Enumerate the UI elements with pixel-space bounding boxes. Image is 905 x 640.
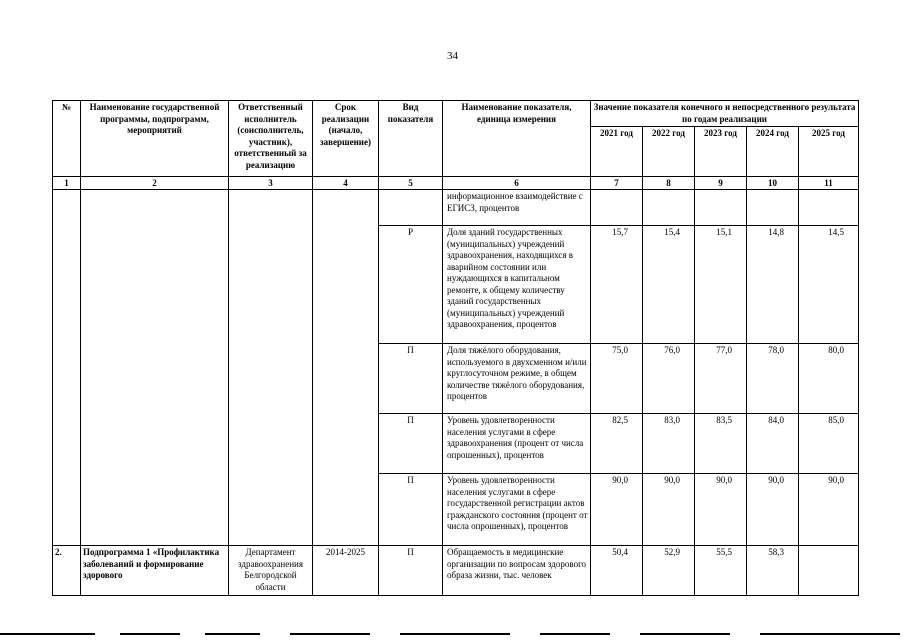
header-name: Наименование государственной программы, подпрограмм, мероприятий: [81, 101, 229, 177]
column-number: 9: [695, 177, 747, 190]
cell-value: 75,0: [591, 344, 643, 414]
header-no: №: [53, 101, 81, 177]
cell-value: 52,9: [643, 546, 695, 596]
cell-value: 14,5: [799, 226, 859, 344]
page-number: 34: [447, 50, 458, 62]
cell-value: 83,5: [695, 414, 747, 474]
table-row: [53, 190, 859, 226]
cell-type: П: [379, 546, 443, 596]
cell-value: [643, 190, 695, 226]
header-year: 2023 год: [695, 127, 747, 177]
cell-value: 90,0: [695, 474, 747, 546]
header-year: 2021 год: [591, 127, 643, 177]
cell-value: [747, 190, 799, 226]
cell-value: 58,3: [747, 546, 799, 596]
cell-value: [799, 190, 859, 226]
scan-line: [540, 633, 610, 635]
header-term: Срок реализации (начало, завершение): [313, 101, 379, 177]
cell-executor: [229, 190, 313, 546]
cell-type: П: [379, 344, 443, 414]
cell-no: [53, 190, 81, 546]
program-indicators-table: [52, 100, 859, 596]
header-year: 2024 год: [747, 127, 799, 177]
cell-type: П: [379, 414, 443, 474]
scan-line: [400, 633, 510, 635]
cell-value: 83,0: [643, 414, 695, 474]
column-number: 2: [81, 177, 229, 190]
cell-indicator: Обращаемость в медицинские организации по вопросам здорового образа жизни, тыс. человек: [443, 546, 591, 596]
scan-artifact-lines: [0, 633, 905, 636]
header-values-group: Значение показателя конечного и непосредственного результата по годам реализации: [591, 101, 859, 127]
scan-line: [205, 633, 260, 635]
cell-value: 15,4: [643, 226, 695, 344]
column-number: 4: [313, 177, 379, 190]
column-number: 6: [443, 177, 591, 190]
column-number: 11: [799, 177, 859, 190]
cell-value: 15,1: [695, 226, 747, 344]
cell-indicator: Доля зданий государственных (муниципальных) учреждений здравоохранения, находящихся в аварийном состоянии или нуждающихся в капитальном ремонте, к общему количеству зданий государственных (муниципальных) учреждений здравоохранения, процентов: [443, 226, 591, 344]
cell-name: Подпрограмма 1 «Профилактика заболеваний и формирование здорового: [81, 546, 229, 596]
scan-line: [760, 633, 900, 635]
column-number: 8: [643, 177, 695, 190]
cell-value: 90,0: [747, 474, 799, 546]
scan-line: [290, 633, 370, 635]
cell-value: 55,5: [695, 546, 747, 596]
header-executor: Ответственный исполнитель (соисполнитель, участник), ответственный за реализацию: [229, 101, 313, 177]
table-row: [53, 546, 859, 596]
cell-value: 15,7: [591, 226, 643, 344]
cell-value: 80,0: [799, 344, 859, 414]
cell-term: [313, 190, 379, 546]
cell-value: [799, 546, 859, 596]
cell-indicator: информационное взаимодействие с ЕГИСЗ, процентов: [443, 190, 591, 226]
column-number: 3: [229, 177, 313, 190]
scan-line: [0, 633, 95, 635]
cell-value: 90,0: [643, 474, 695, 546]
cell-value: 78,0: [747, 344, 799, 414]
column-number: 5: [379, 177, 443, 190]
cell-value: 90,0: [591, 474, 643, 546]
cell-indicator: Уровень удовлетворенности населения услугами в сфере государственной регистрации актов гражданского состояния (процент от числа опрошенных), процентов: [443, 474, 591, 546]
cell-value: 50,4: [591, 546, 643, 596]
cell-value: 82,5: [591, 414, 643, 474]
cell-value: 76,0: [643, 344, 695, 414]
header-indicator: Наименование показателя, единица измерения: [443, 101, 591, 177]
scan-line: [120, 633, 180, 635]
cell-type: [379, 190, 443, 226]
cell-value: 90,0: [799, 474, 859, 546]
scan-line: [640, 633, 730, 635]
header-type: Вид показателя: [379, 101, 443, 177]
cell-value: 84,0: [747, 414, 799, 474]
cell-value: [591, 190, 643, 226]
cell-type: Р: [379, 226, 443, 344]
column-number: 7: [591, 177, 643, 190]
cell-no: 2.: [53, 546, 81, 596]
cell-value: 14,8: [747, 226, 799, 344]
cell-indicator: Уровень удовлетворенности населения услугами в сфере здравоохранения (процент от числа опрошенных), процентов: [443, 414, 591, 474]
cell-executor: Департамент здравоохранения Белгородской области: [229, 546, 313, 596]
column-number: 10: [747, 177, 799, 190]
cell-indicator: Доля тяжёлого оборудования, используемого в двухсменном и/или круглосуточном режиме, в общем количестве тяжёлого оборудования, процентов: [443, 344, 591, 414]
cell-name: [81, 190, 229, 546]
cell-value: [695, 190, 747, 226]
cell-value: 85,0: [799, 414, 859, 474]
cell-type: П: [379, 474, 443, 546]
cell-term: 2014-2025: [313, 546, 379, 596]
header-year: 2025 год: [799, 127, 859, 177]
cell-value: 77,0: [695, 344, 747, 414]
header-year: 2022 год: [643, 127, 695, 177]
column-number: 1: [53, 177, 81, 190]
